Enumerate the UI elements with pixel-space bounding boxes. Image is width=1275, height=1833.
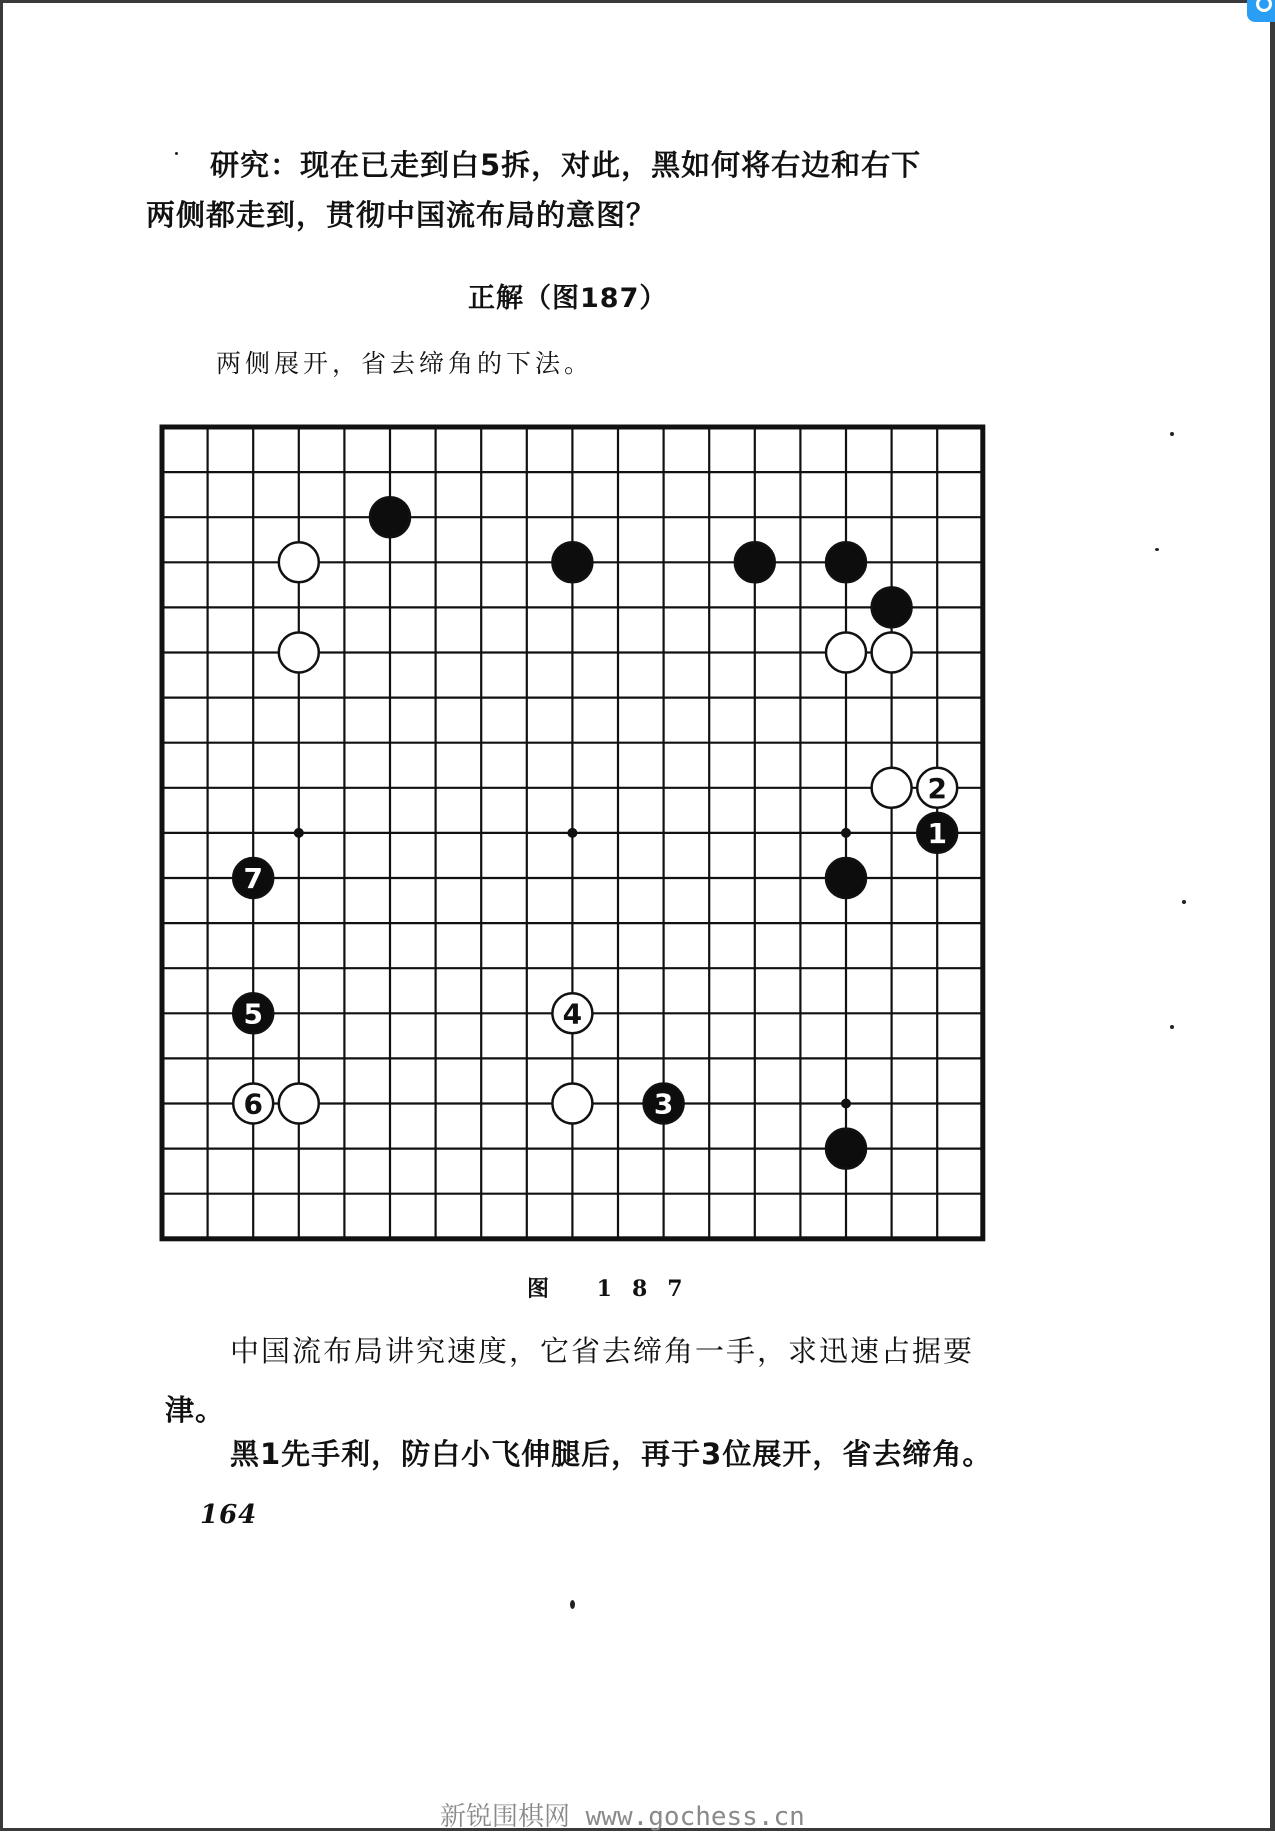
move-number-label: 1 [927,816,947,850]
move-number-label: 6 [243,1087,263,1121]
move-number-label: 2 [927,771,947,805]
move-number-label: 7 [243,862,263,895]
black-stone [826,542,866,582]
white-stone [279,1084,319,1124]
scan-speck [175,152,178,155]
white-stone [279,633,319,673]
black-stone [826,1129,866,1169]
white-stone [872,633,912,673]
solution-subtitle: 两侧展开，省去缔角的下法。 [216,349,594,378]
black-stone [370,497,410,537]
figure-caption: 图 187 [527,1276,703,1302]
star-point [567,828,577,838]
corner-badge-icon[interactable] [1247,0,1275,22]
scan-speck [1155,548,1159,551]
question-line-2: 两侧都走到，贯彻中国流布局的意图？ [146,198,657,232]
site-watermark: 新锐围棋网 www.gochess.cn [440,1802,805,1832]
scan-speck [1182,900,1186,904]
move-number-label: 5 [243,997,263,1031]
white-stone [872,768,912,808]
white-stone [279,542,319,582]
move-number-label: 3 [653,1087,674,1121]
body-paragraph-2: 黑1先手利，防白小飞伸腿后，再于3位展开，省去缔角。 [230,1437,993,1471]
scan-speck [1170,1025,1174,1029]
scan-speck [570,1600,575,1609]
go-board [150,415,1000,1255]
black-stone [872,587,912,627]
white-stone [826,633,866,673]
question-line-1: 研究：现在已走到白5拆，对此，黑如何将右边和右下 [210,148,922,182]
body-paragraph-1-continued: 津。 [165,1393,226,1427]
page-number: 164 [200,1500,258,1530]
move-number-label: 4 [562,997,583,1031]
solution-heading: 正解（图187） [468,283,668,314]
white-stone [552,1084,592,1124]
go-board-diagram [150,415,1000,1259]
black-stone [826,858,866,898]
scan-speck [1170,432,1174,436]
star-point [294,828,304,838]
star-point [841,828,851,838]
black-stone [552,542,592,582]
star-point [841,1099,851,1109]
black-stone [735,542,775,582]
body-paragraph-1: 中国流布局讲究速度，它省去缔角一手，求迅速占据要 [230,1334,975,1368]
